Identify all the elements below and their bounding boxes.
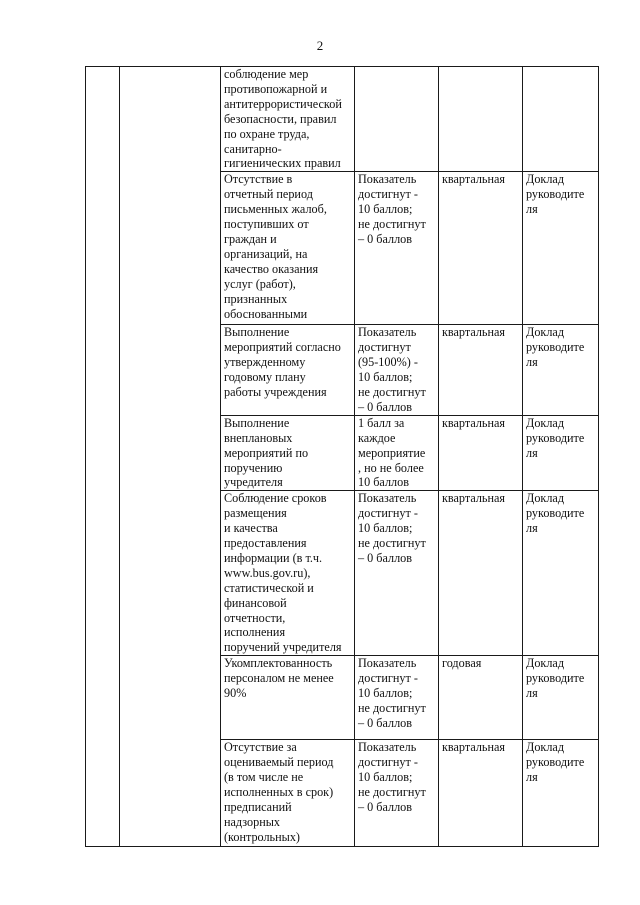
report-text: Доклад руководите ля — [526, 656, 585, 701]
report-text: Доклад руководите ля — [526, 325, 585, 370]
score-text: Показатель достигнут (95-100%) - 10 баллов; не достигнут – 0 баллов — [358, 325, 426, 414]
report-text: Доклад руководите ля — [526, 415, 585, 460]
score-cell — [355, 656, 439, 740]
empty-column-cell — [120, 67, 221, 847]
criterion-text: Укомплектованность персоналом не менее 90% — [224, 656, 334, 701]
number-column-cell — [86, 67, 120, 847]
period-cell — [439, 740, 523, 847]
period-cell — [439, 325, 523, 415]
period-text: квартальная — [442, 172, 506, 187]
score-cell — [355, 491, 439, 656]
report-cell — [523, 67, 599, 172]
page-number: 2 — [316, 38, 324, 53]
period-text: квартальная — [442, 491, 506, 506]
period-text: годовая — [442, 656, 482, 671]
score-text: Показатель достигнут - 10 баллов; не достигнут – 0 баллов — [358, 656, 426, 730]
criterion-text: соблюдение мер противопожарной и антитеррористической безопасности, правил по охране труда, санитарно- гигиенических правил — [224, 67, 342, 171]
period-cell — [439, 172, 523, 325]
criterion-text: Соблюдение сроков размещения и качества предоставления информации (в т.ч. www.bus.gov.ru), статистической и финансовой отчетности, исполнения поручений учредителя — [224, 491, 342, 655]
score-cell — [355, 415, 439, 491]
score-cell — [355, 325, 439, 415]
criterion-cell — [221, 415, 355, 491]
report-text: Доклад руководите ля — [526, 172, 585, 217]
period-text: квартальная — [442, 740, 506, 755]
score-cell — [355, 172, 439, 325]
period-cell — [439, 67, 523, 172]
report-cell — [523, 656, 599, 740]
period-text: квартальная — [442, 415, 506, 430]
criterion-cell — [221, 740, 355, 847]
criterion-cell — [221, 491, 355, 656]
period-cell — [439, 491, 523, 656]
score-text: Показатель достигнут - 10 баллов; не достигнут – 0 баллов — [358, 740, 426, 814]
criterion-cell — [221, 325, 355, 415]
report-cell — [523, 415, 599, 491]
criteria-table — [85, 66, 599, 847]
table-row — [86, 67, 599, 172]
table-body — [86, 67, 599, 847]
criterion-text: Отсутствие за оцениваемый период (в том числе не исполненных в срок) предписаний надзорных (контрольных) — [224, 740, 334, 844]
report-text: Доклад руководите ля — [526, 491, 585, 536]
criterion-cell — [221, 656, 355, 740]
score-text: Показатель достигнут - 10 баллов; не достигнут – 0 баллов — [358, 491, 426, 565]
period-cell — [439, 656, 523, 740]
report-cell — [523, 172, 599, 325]
criterion-text: Выполнение мероприятий согласно утвержденному годовому плану работы учреждения — [224, 325, 341, 399]
report-cell — [523, 491, 599, 656]
report-cell — [523, 740, 599, 847]
report-text: Доклад руководите ля — [526, 740, 585, 785]
criterion-cell — [221, 172, 355, 325]
score-text: Показатель достигнут - 10 баллов; не достигнут – 0 баллов — [358, 172, 426, 246]
score-cell — [355, 740, 439, 847]
criterion-cell — [221, 67, 355, 172]
score-text: 1 балл за каждое мероприятие , но не более 10 баллов — [358, 415, 426, 490]
criterion-text: Отсутствие в отчетный период письменных жалоб, поступивших от граждан и организаций, на качество оказания услуг (работ), признанных обоснованными — [224, 172, 327, 321]
score-cell — [355, 67, 439, 172]
period-text: квартальная — [442, 325, 506, 340]
period-cell — [439, 415, 523, 491]
criterion-text: Выполнение внеплановых мероприятий по поручению учредителя — [224, 415, 309, 490]
report-cell — [523, 325, 599, 415]
